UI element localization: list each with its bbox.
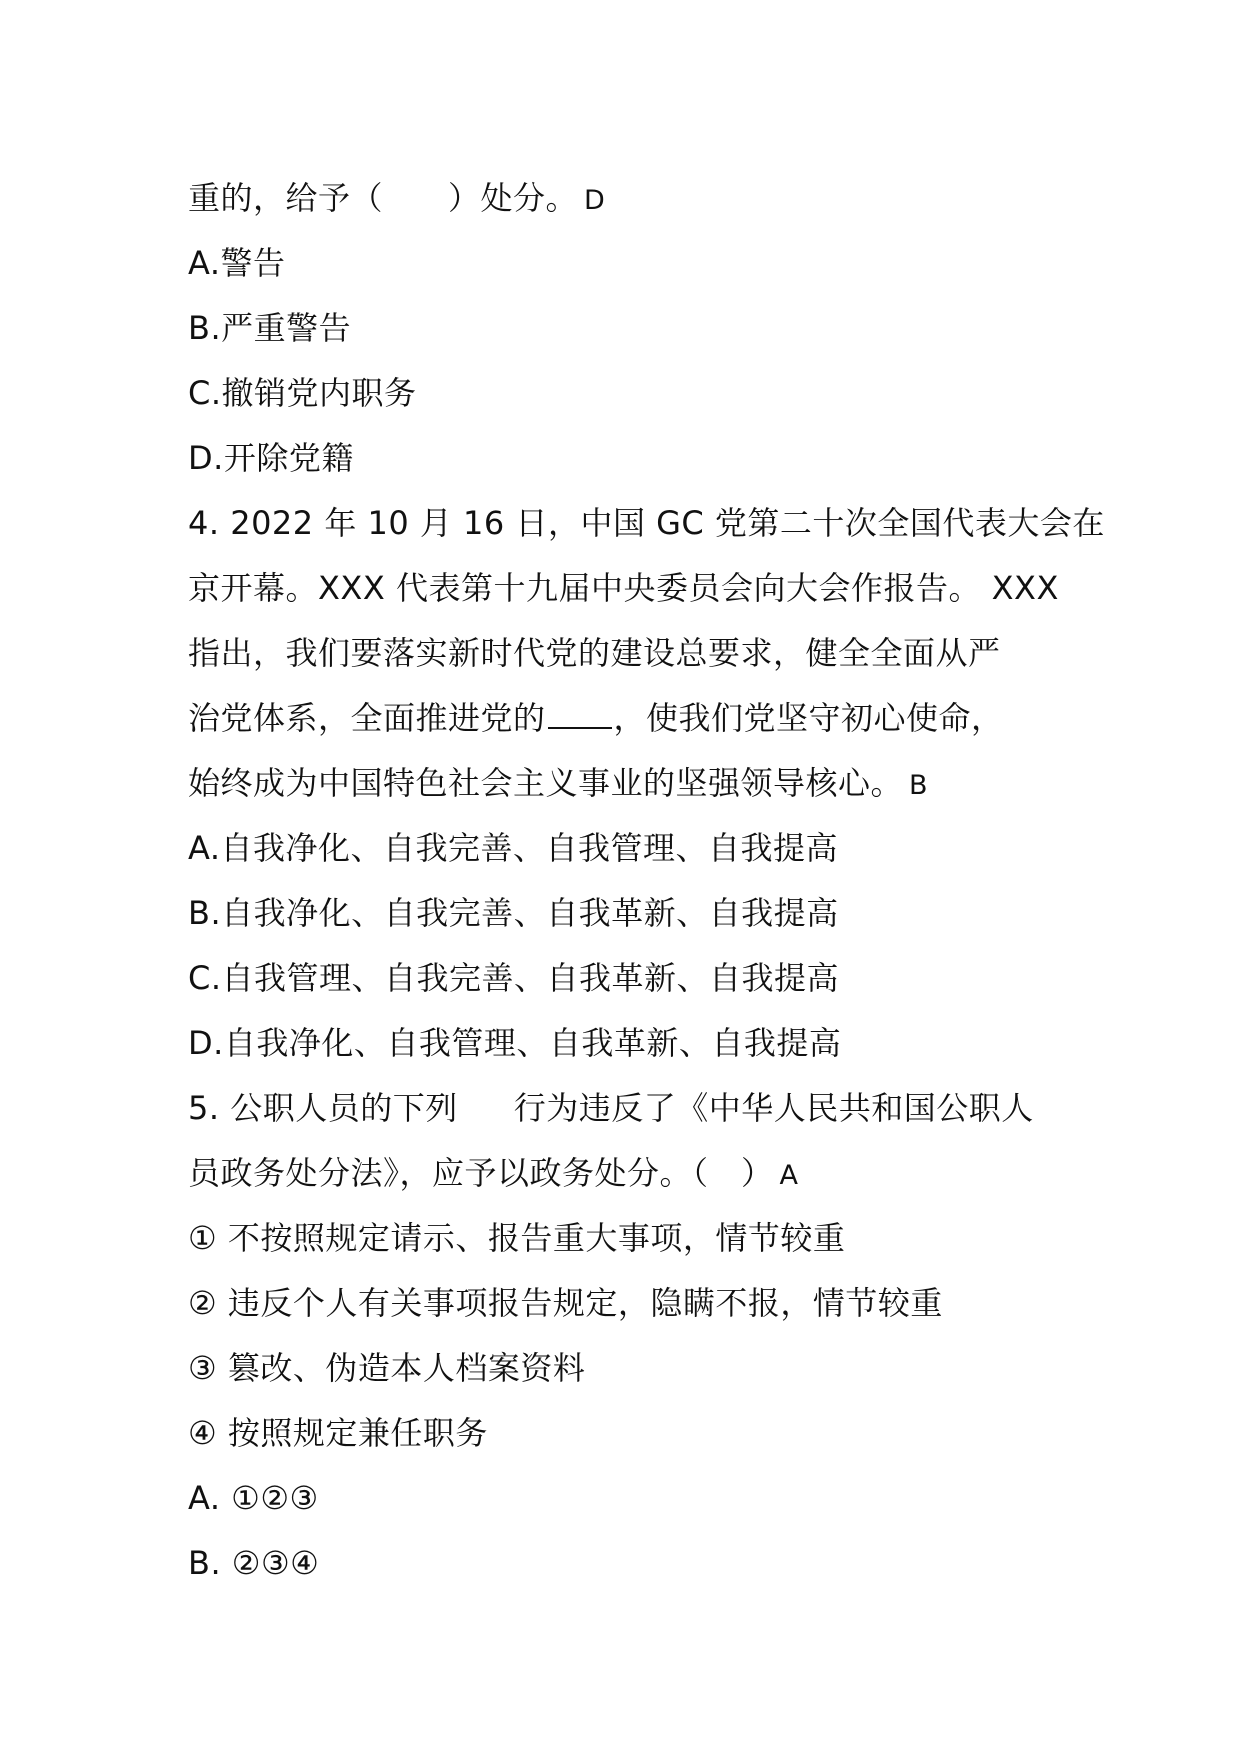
statement-3: ③ 篡改、伪造本人档案资料 [188,1349,586,1387]
line-text: 始终成为中国特色社会主义事业的坚强领导核心。 [188,764,904,802]
line-text: 治党体系，全面推进党的 [188,699,546,737]
document-body [188,166,1105,1596]
line-text: ，使我们党坚守初心使命， [613,699,1004,737]
fill-blank [548,697,612,729]
option-a: A.警告 [188,244,286,282]
question-5-line-1 [188,1076,1068,1141]
option-b: B.严重警告 [188,309,352,347]
question-4-line-4 [188,686,1068,751]
statement-4: ④ 按照规定兼任职务 [188,1414,488,1452]
statement-1: ① 不按照规定请示、报告重大事项，情节较重 [188,1219,846,1257]
option-c: C.自我管理、自我完善、自我革新、自我提高 [188,959,840,997]
question-5-line-2 [188,1141,1068,1206]
question-4-line-2: 京开幕。XXX 代表第十九届中央委员会向大会作报告。 XXX [188,569,1059,607]
question-4-line-3: 指出，我们要落实新时代党的建设总要求，健全全面从严 [188,634,1001,672]
question-4-line-1: 4. 2022 年 10 月 16 日，中国 GC 党第二十次全国代表大会在 [188,504,1105,542]
option-a: A. ①②③ [188,1479,319,1517]
line-text: 行为违反了《中华人民共和国公职人 [513,1089,1034,1127]
line-text: 员政务处分法》，应予以政务处分。（ ） [188,1154,774,1192]
option-b: B. ②③④ [188,1544,320,1582]
question-4-line-5 [188,751,1068,816]
line-text: 重的，给予（ ）处分。 [188,179,579,217]
question-3-stem-end [188,166,1068,231]
answer-key: D [584,185,606,216]
line-text: 5. 公职人员的下列 [188,1089,458,1127]
option-c: C.撤销党内职务 [188,374,417,412]
answer-key: A [779,1160,799,1191]
option-d: D.自我净化、自我管理、自我革新、自我提高 [188,1024,842,1062]
option-a: A.自我净化、自我完善、自我管理、自我提高 [188,829,839,867]
option-d: D.开除党籍 [188,439,354,477]
answer-key: B [909,770,929,801]
option-b: B.自我净化、自我完善、自我革新、自我提高 [188,894,839,932]
statement-2: ② 违反个人有关事项报告规定，隐瞒不报，情节较重 [188,1284,943,1322]
